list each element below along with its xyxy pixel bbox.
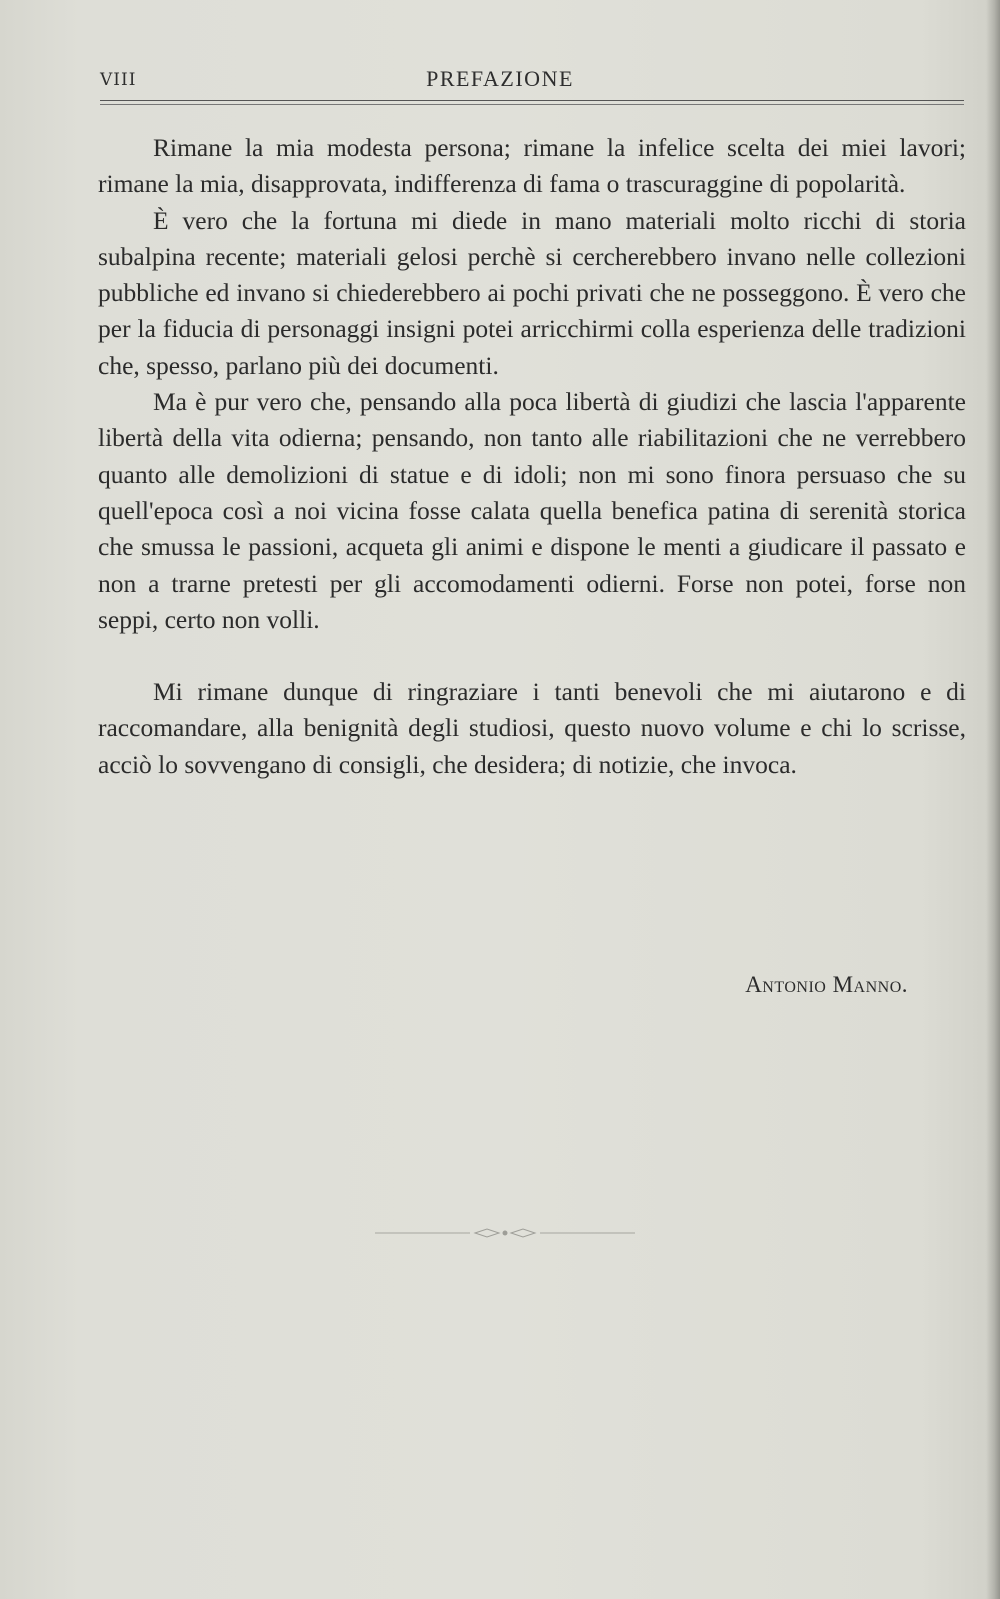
header-rule-second xyxy=(100,104,964,105)
running-title: PREFAZIONE xyxy=(426,66,574,91)
paragraph: Rimane la mia modesta persona; rimane la infelice scelta dei miei lavori; rimane la mia, disapprovata, indifferenza di fama o trascuraggine di popolarità. xyxy=(98,133,966,199)
paragraph: È vero che la fortuna mi diede in mano materiali molto ricchi di storia subalpina recente; materiali gelosi perchè si cercherebbero invano nelle collezioni pubbliche ed invano si chiederebbero ai pochi privati che ne posseggono. È vero che per la fiducia di personaggi insigni potei arricchirmi colla esperienza delle tradizioni che, spesso, parlano più dei documenti. xyxy=(98,205,966,380)
page-number: VIII xyxy=(100,70,137,90)
decorative-rule-ornament xyxy=(375,1226,635,1240)
body-text xyxy=(98,130,966,783)
header-rule xyxy=(100,100,964,101)
page-edge-shadow xyxy=(986,0,1000,1599)
running-head xyxy=(0,62,1000,92)
paragraph: Mi rimane dunque di ringraziare i tanti benevoli che mi aiutarono e di raccomandare, alla benignità degli studiosi, questo nuovo volume e chi lo scrisse, acciò lo sovvengano di consigli, che desidera; di notizie, che invoca. xyxy=(98,677,966,779)
author-signature: Antonio Manno. xyxy=(745,972,908,997)
paragraph: Ma è pur vero che, pensando alla poca libertà di giudizi che lascia l'apparente libertà della vita odierna; pensando, non tanto alle riabilitazioni che ne verrebbero quanto alle demolizioni di statue e di idoli; non mi sono finora persuaso che su quell'epoca così a noi vicina fosse calata quella benefica patina di serenità storica che smussa le passioni, acqueta gli animi e dispone le menti a giudicare il passato e non a trarne pretesti per gli accomodamenti odierni. Forse non potei, forse non seppi, certo non volli. xyxy=(98,387,966,634)
